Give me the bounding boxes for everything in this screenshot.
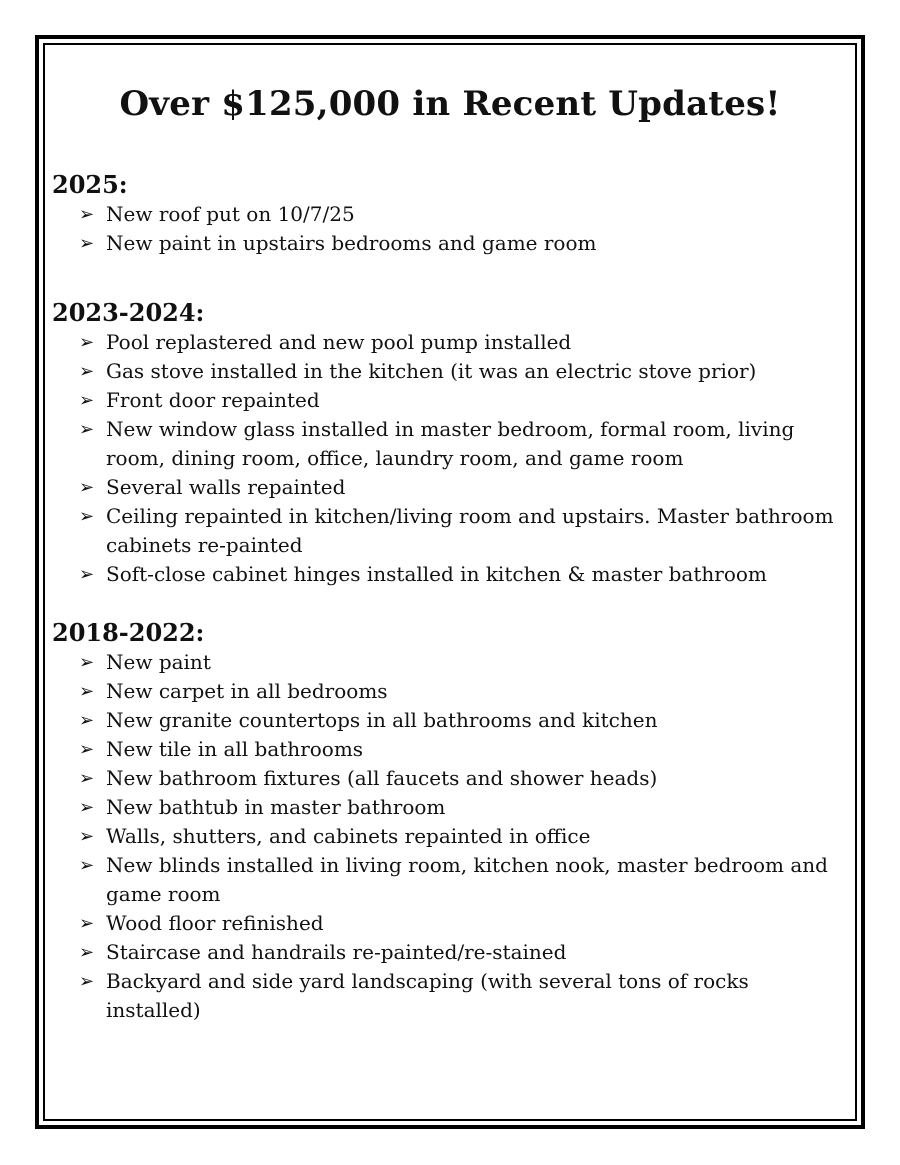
list-item: ➢ New paint [52, 648, 846, 677]
arrowhead-bullet-icon: ➢ [79, 477, 95, 498]
update-list [52, 648, 852, 1025]
arrowhead-bullet-icon: ➢ [79, 204, 95, 225]
arrowhead-bullet-icon: ➢ [79, 797, 95, 818]
list-item: ➢ Soft-close cabinet hinges installed in kitchen & master bathroom [52, 560, 846, 589]
list-item: ➢ New roof put on 10/7/25 [52, 200, 846, 229]
arrowhead-bullet-icon: ➢ [79, 942, 95, 963]
arrowhead-bullet-icon: ➢ [79, 971, 95, 992]
list-item: ➢ Gas stove installed in the kitchen (it was an electric stove prior) [52, 357, 846, 386]
arrowhead-bullet-icon: ➢ [79, 652, 95, 673]
list-item: ➢ Backyard and side yard landscaping (with several tons of rocks installed) [79, 969, 749, 1022]
list-item: ➢ New granite countertops in all bathrooms and kitchen [52, 706, 846, 735]
arrowhead-bullet-icon: ➢ [79, 564, 95, 585]
list-item: ➢ Wood floor refinished [52, 909, 846, 938]
section-2025 [52, 170, 852, 258]
arrowhead-bullet-icon: ➢ [79, 913, 95, 934]
section-2023-2024 [52, 298, 852, 589]
list-item: ➢ New carpet in all bedrooms [52, 677, 846, 706]
section-heading: 2025: [52, 170, 128, 199]
arrowhead-bullet-icon: ➢ [79, 506, 95, 527]
arrowhead-bullet-icon: ➢ [79, 710, 95, 731]
arrowhead-bullet-icon: ➢ [79, 768, 95, 789]
section-2018-2022 [52, 618, 852, 1025]
page-title: Over $125,000 in Recent Updates! [119, 84, 781, 124]
list-item: ➢ Walls, shutters, and cabinets repainted in office [52, 822, 846, 851]
section-heading: 2018-2022: [52, 618, 205, 647]
arrowhead-bullet-icon: ➢ [79, 681, 95, 702]
arrowhead-bullet-icon: ➢ [79, 361, 95, 382]
section-heading: 2023-2024: [52, 298, 205, 327]
list-item: ➢ Staircase and handrails re-painted/re-stained [52, 938, 846, 967]
list-item: ➢ New paint in upstairs bedrooms and game room [52, 229, 846, 258]
arrowhead-bullet-icon: ➢ [79, 332, 95, 353]
list-item: ➢ New bathroom fixtures (all faucets and shower heads) [52, 764, 846, 793]
list-item: ➢ Several walls repainted [52, 473, 846, 502]
arrowhead-bullet-icon: ➢ [79, 233, 95, 254]
update-list [52, 328, 852, 589]
arrowhead-bullet-icon: ➢ [79, 826, 95, 847]
update-list [52, 200, 852, 258]
list-item: ➢ New window glass installed in master bedroom, formal room, living room, dining room, office, laundry room, and game room [79, 417, 795, 470]
list-item: ➢ Pool replastered and new pool pump installed [52, 328, 846, 357]
arrowhead-bullet-icon: ➢ [79, 855, 95, 876]
arrowhead-bullet-icon: ➢ [79, 739, 95, 760]
list-item: ➢ New bathtub in master bathroom [52, 793, 846, 822]
list-item: ➢ Front door repainted [52, 386, 846, 415]
arrowhead-bullet-icon: ➢ [79, 390, 95, 411]
list-item: ➢ New tile in all bathrooms [52, 735, 846, 764]
list-item: ➢ Ceiling repainted in kitchen/living room and upstairs. Master bathroom cabinets re-painted [79, 504, 834, 557]
arrowhead-bullet-icon: ➢ [79, 419, 95, 440]
list-item: ➢ New blinds installed in living room, kitchen nook, master bedroom and game room [79, 853, 828, 906]
